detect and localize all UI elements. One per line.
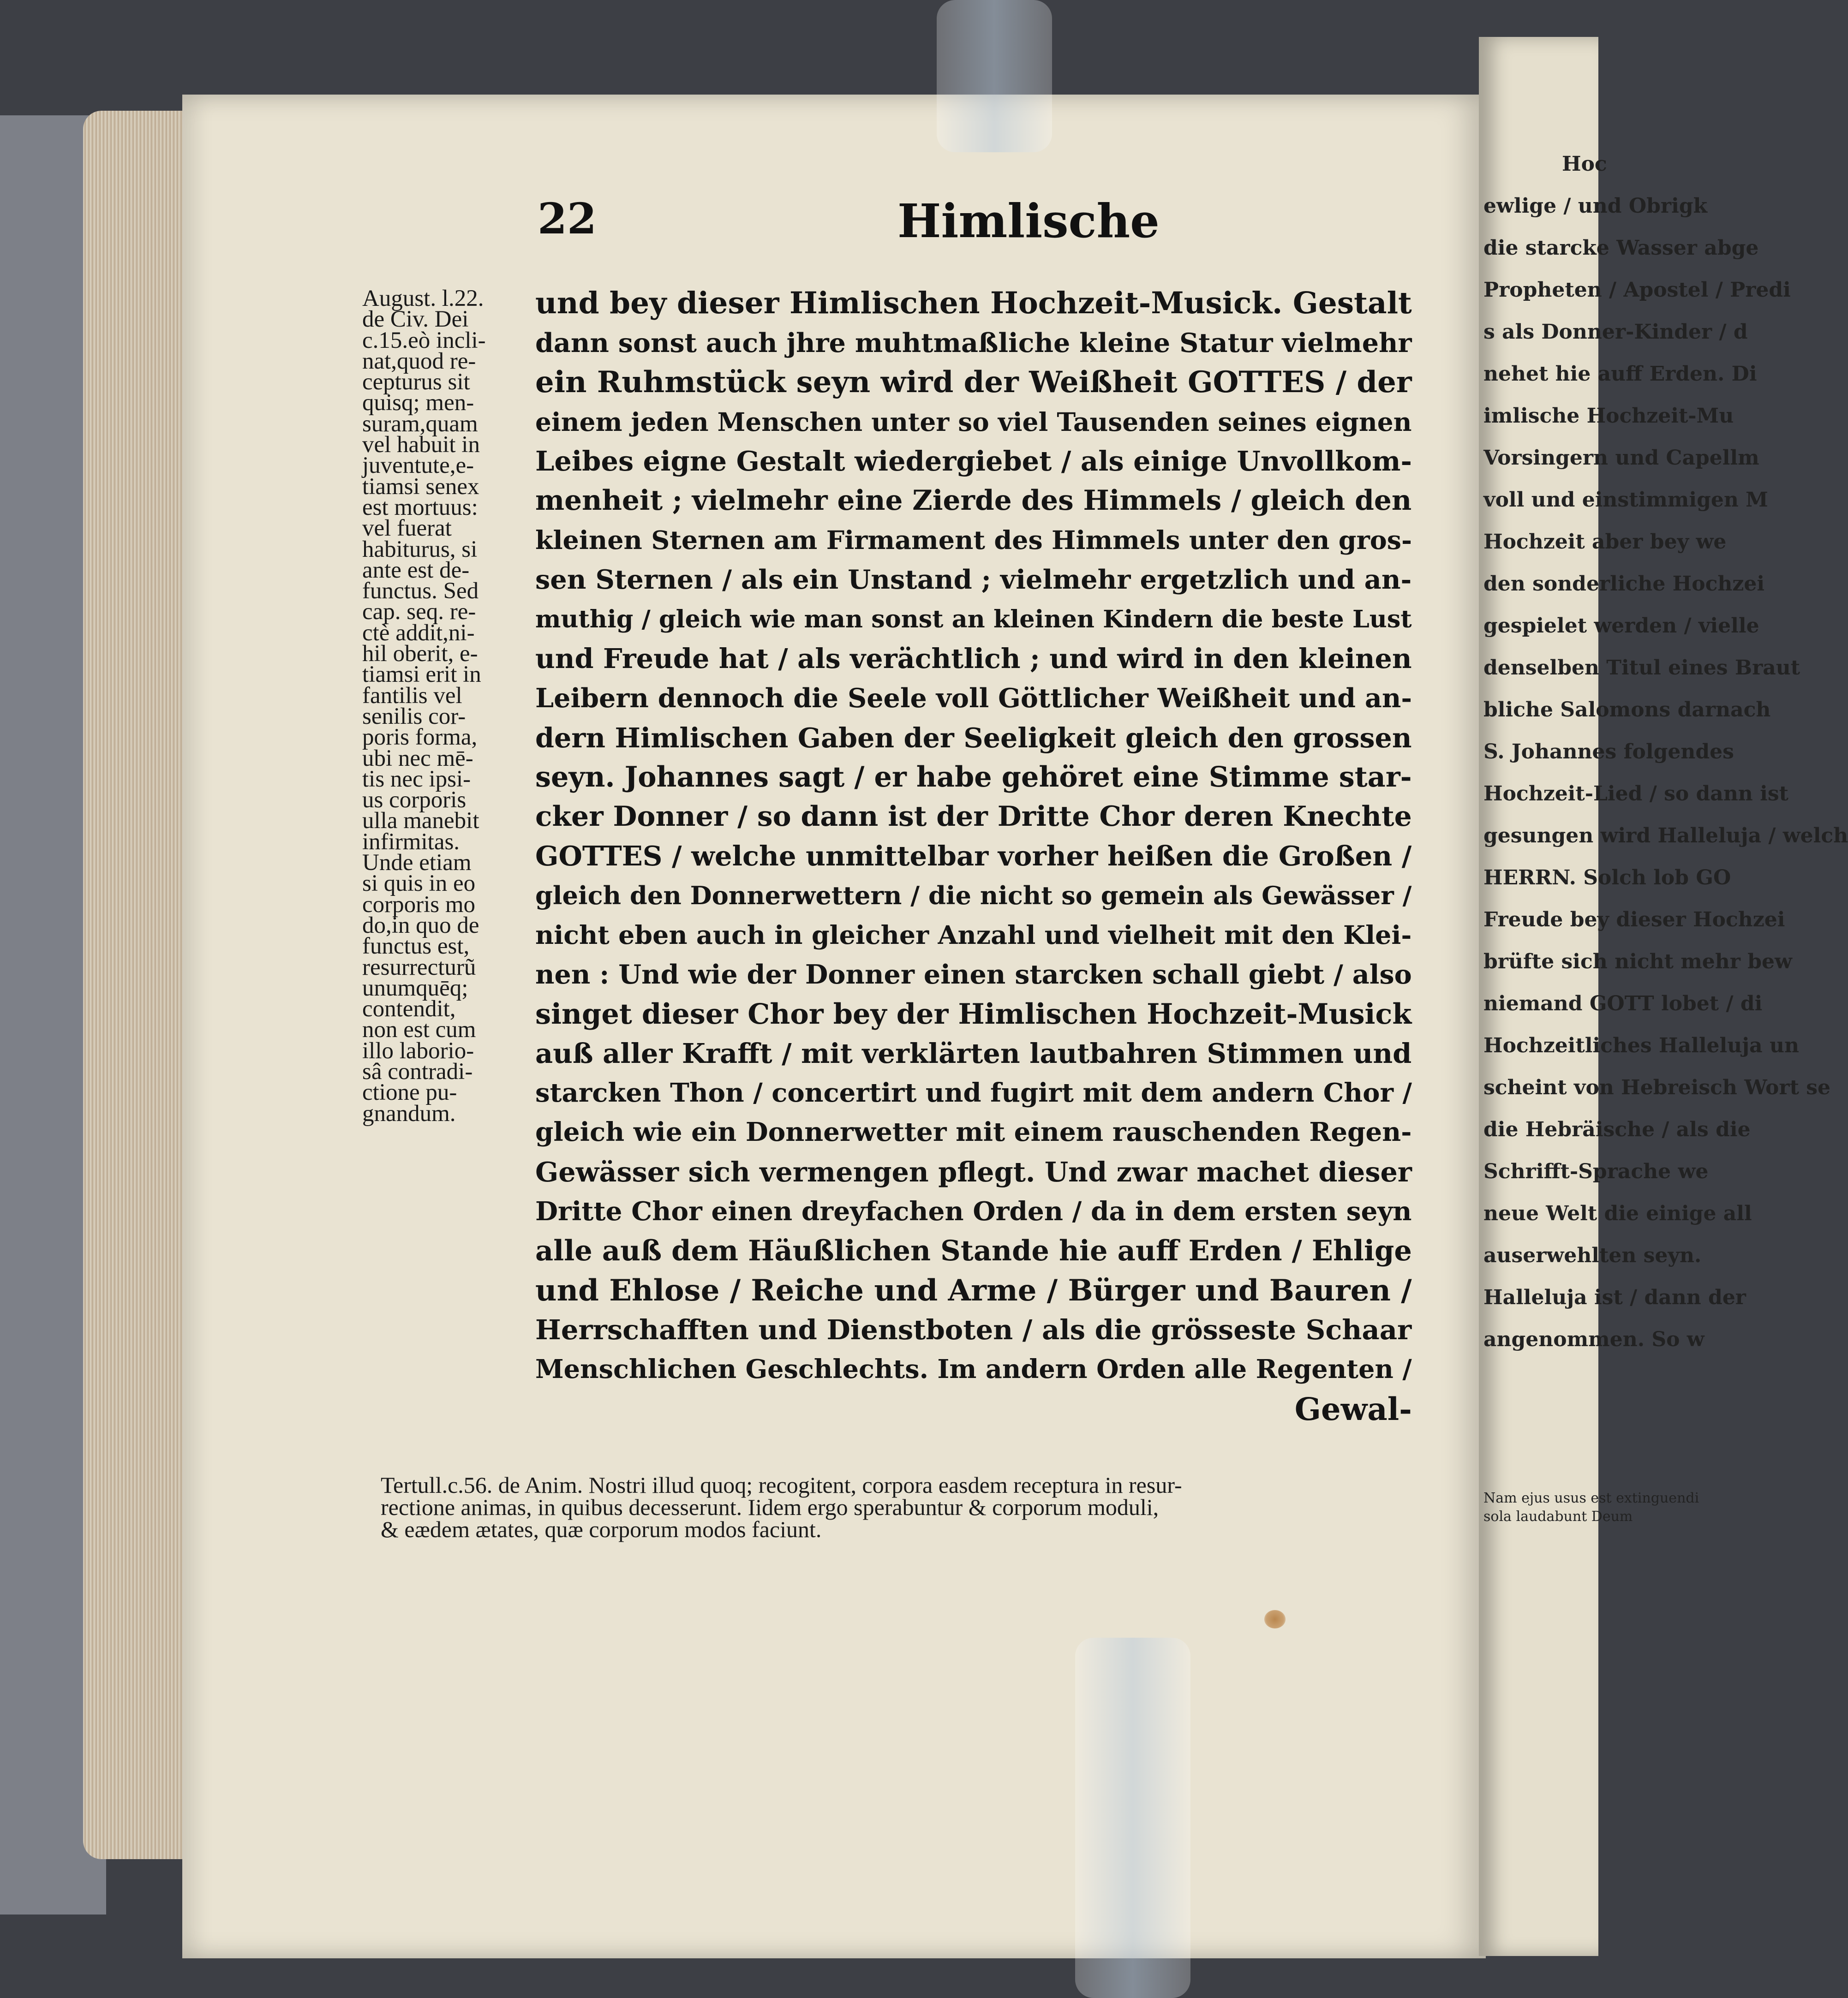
plastic-page-clip-top [937, 0, 1052, 152]
margin-note-line: nat,quod re- [362, 348, 476, 374]
text-line: gleich den Donnerwettern / die nicht so gemein als Gewässer / [535, 880, 1412, 910]
facing-page-line: denselben Titul eines Braut [1483, 656, 1800, 680]
margin-note-line: fantilis vel [362, 682, 462, 709]
facing-page-line: auserwehlten seyn. [1483, 1244, 1702, 1267]
margin-note-line: est mortuus: [362, 494, 478, 520]
margin-note-line: sâ contradi- [362, 1058, 473, 1085]
text-line: kleinen Sternen am Firmament des Himmels unter den gros- [535, 525, 1412, 555]
margin-note-line: ctione pu- [362, 1080, 457, 1106]
running-title: Himlische [897, 194, 1160, 248]
facing-page-line: bliche Salomons darnach [1483, 698, 1771, 722]
text-line: Dritte Chor einen dreyfachen Orden / da in dem ersten seyn [535, 1196, 1412, 1227]
margin-note-line: contendit, [362, 996, 456, 1022]
footnote-line: & eædem ætates, quæ corporum modos faciunt. [381, 1516, 822, 1542]
margin-note-line: non est cum [362, 1017, 476, 1043]
text-line: Menschlichen Geschlechts. Im andern Orden alle Regenten / [535, 1354, 1412, 1385]
text-line: cker Donner / so dann ist der Dritte Chor deren Knechte [535, 800, 1412, 833]
text-line: Gewässer sich vermengen pflegt. Und zwar machet dieser [535, 1156, 1412, 1188]
facing-page-line: nehet hie auff Erden. Di [1483, 362, 1757, 386]
text-line: Leibes eigne Gestalt wiedergiebet / als einige Unvollkom- [535, 445, 1412, 477]
facing-page-line: den sonderliche Hochzei [1483, 572, 1765, 596]
margin-note-line: vel habuit in [362, 432, 480, 458]
margin-note-line: resurrecturũ [362, 954, 476, 980]
margin-note-line: vel fuerat [362, 515, 452, 542]
facing-page-line: die Hebräische / als die [1483, 1118, 1751, 1141]
margin-note-line: poris forma, [362, 724, 478, 751]
margin-note-line: quisq; men- [362, 390, 474, 416]
margin-note-line: senilis cor- [362, 703, 466, 729]
facing-page-fragment [1479, 37, 1848, 1956]
text-line: alle auß dem Häußlichen Stande hie auff Erden / Ehlige [535, 1235, 1412, 1268]
facing-page-line: niemand GOTT lobet / di [1483, 992, 1763, 1015]
margin-note-line: functus est, [362, 933, 470, 960]
page-header [0, 194, 1598, 254]
margin-note-line: illo laborio- [362, 1038, 474, 1064]
margin-note-line: hil oberit, e- [362, 641, 478, 667]
margin-note-line: ctè addit,ni- [362, 620, 475, 646]
facing-page-line: neue Welt die einige all [1483, 1202, 1752, 1225]
margin-note-line: do,in quo de [362, 912, 479, 938]
margin-note-line: si quis in eo [362, 871, 476, 897]
margin-note-line: Unde etiam [362, 850, 472, 876]
facing-page-line: Hochzeitliches Halleluja un [1483, 1034, 1799, 1057]
facing-page-line: die starcke Wasser abge [1483, 236, 1759, 260]
margin-note-line: juventute,e- [362, 453, 474, 479]
facing-page-line: gespielet werden / vielle [1483, 614, 1759, 638]
margin-note-line: cap. seq. re- [362, 599, 476, 625]
text-line: menheit ; vielmehr eine Zierde des Himmels / gleich den [535, 484, 1412, 517]
catchword: Gewal- [1294, 1390, 1412, 1427]
footnote-line: rectione animas, in quibus decesserunt. Iidem ergo sperabuntur & corporum moduli, [381, 1494, 1159, 1520]
margin-note-line: tis nec ipsi- [362, 766, 471, 792]
margin-note-line: ubi nec mē- [362, 745, 473, 771]
text-line: und bey dieser Himlischen Hochzeit-Musick. Gestalt [535, 286, 1412, 321]
text-line: Leibern dennoch die Seele voll Göttlicher Weißheit und an- [535, 682, 1412, 714]
text-line: und Ehlose / Reiche und Arme / Bürger und Bauren / [535, 1273, 1412, 1308]
margin-note-line: c.15.eò incli- [362, 327, 486, 353]
facing-page-line: Hoc [1562, 152, 1607, 176]
text-line: seyn. Johannes sagt / er habe gehöret eine Stimme star- [535, 761, 1412, 794]
margin-note-line: unumquēq; [362, 975, 468, 1001]
margin-notes [362, 286, 528, 1127]
margin-note-line: gnandum. [362, 1100, 456, 1127]
page-number: 22 [538, 194, 597, 244]
facing-page-line: Hochzeit-Lied / so dann ist [1483, 782, 1788, 805]
margin-note-line: August. l.22. [362, 286, 484, 311]
text-line: singet dieser Chor bey der Himlischen Hochzeit-Musick [535, 997, 1412, 1031]
text-line: einem jeden Menschen unter so viel Tausenden seines eignen [535, 406, 1412, 437]
text-line: ein Ruhmstück seyn wird der Weißheit GOTTES / der [535, 365, 1412, 400]
margin-note-line: de Civ. Dei [362, 306, 469, 333]
facing-page-line: voll und einstimmigen M [1483, 488, 1768, 512]
facing-page-footnote-line: sola laudabunt Deum [1483, 1509, 1633, 1525]
margin-note-line: tiamsi senex [362, 473, 479, 500]
paper-stain [1264, 1610, 1286, 1628]
margin-note-line: suram,quam [362, 411, 478, 437]
facing-page-line: Vorsingern und Capellm [1483, 446, 1759, 470]
margin-note-line: ulla manebit [362, 808, 479, 834]
facing-page-line: angenommen. So w [1483, 1328, 1704, 1351]
book-page-edges [83, 111, 194, 1859]
facing-page-line: HERRN. Solch lob GO [1483, 866, 1731, 889]
margin-note-line: functus. Sed [362, 578, 479, 604]
facing-page-line: ewlige / und Obrigk [1483, 194, 1708, 218]
text-line: starcken Thon / concertirt und fugirt mit dem andern Chor / [535, 1077, 1412, 1108]
margin-note-line: tiamsi erit in [362, 662, 481, 688]
main-text-block [535, 284, 1412, 1429]
facing-page-line: brüfte sich nicht mehr bew [1483, 950, 1792, 973]
margin-note-line: us corporis [362, 787, 466, 813]
margin-note-line: corporis mo [362, 891, 476, 918]
text-line: dern Himlischen Gaben der Seeligkeit gleich den grossen [535, 722, 1412, 754]
facing-page-footnote-line: Nam ejus usus est extinguendi [1483, 1490, 1699, 1506]
margin-note-line: infirmitas. [362, 829, 460, 855]
plastic-page-clip-bottom [1075, 1638, 1190, 1998]
facing-page-line: gesungen wird Halleluja / welch [1483, 824, 1848, 847]
facing-page-line: Schrifft-Sprache we [1483, 1160, 1709, 1183]
facing-page-line: Halleluja ist / dann der [1483, 1286, 1746, 1309]
margin-note-line: habiturus, si [362, 536, 478, 562]
text-line: dann sonst auch jhre muhtmaßliche kleine Statur vielmehr [535, 327, 1412, 358]
footnote-line: Tertull.c.56. de Anim. Nostri illud quoq; recogitent, corpora easdem receptura in resur- [381, 1472, 1182, 1498]
text-line: muthig / gleich wie man sonst an kleinen Kindern die beste Lust [535, 605, 1412, 633]
facing-page-line: Propheten / Apostel / Predi [1483, 278, 1791, 302]
text-line: GOTTES / welche unmittelbar vorher heißen die Großen / [535, 840, 1412, 872]
text-line: gleich wie ein Donnerwetter mit einem rauschenden Regen- [535, 1117, 1412, 1148]
text-line: auß aller Krafft / mit verklärten lautbahren Stimmen und [535, 1038, 1412, 1070]
text-line: Herrschafften und Dienstboten / als die grösseste Schaar [535, 1313, 1412, 1346]
facing-page-line: Hochzeit aber bey we [1483, 530, 1727, 554]
facing-page-line: imlische Hochzeit-Mu [1483, 404, 1734, 428]
margin-note-line: ante est de- [362, 557, 470, 583]
footnote [381, 1474, 1400, 1540]
facing-page-line: Freude bey dieser Hochzei [1483, 908, 1785, 931]
margin-note-line: cepturus sit [362, 369, 470, 395]
facing-page-line: S. Johannes folgendes [1483, 740, 1734, 763]
facing-page-line: s als Donner-Kinder / d [1483, 320, 1748, 344]
text-line: sen Sternen / als ein Unstand ; vielmehr ergetzlich und an- [535, 564, 1412, 596]
text-line: nen : Und wie der Donner einen starcken schall giebt / also [535, 959, 1412, 990]
text-line: nicht eben auch in gleicher Anzahl und vielheit mit den Klei- [535, 920, 1412, 950]
facing-page-line: scheint von Hebreisch Wort se [1483, 1076, 1830, 1099]
text-line: und Freude hat / als verächtlich ; und wird in den kleinen [535, 643, 1412, 675]
